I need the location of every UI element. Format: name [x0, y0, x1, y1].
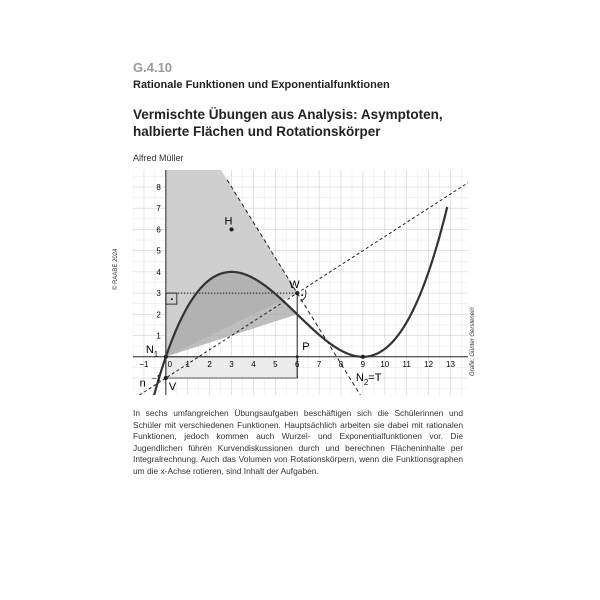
copyright-note: © RAABE 2024: [113, 248, 119, 290]
x-tick-labels: [139, 360, 455, 369]
x-tick-label: 8: [338, 359, 344, 369]
x-tick-label: 5: [273, 359, 278, 369]
description-text: In sechs umfangreichen Übungsaufgaben beschäftigen sich die Schülerinnen und Schüler mit verschiedenen Funktionen. Hauptsächlich arbeiten sie dabei mit rationalen Funktionen, jedoch kommen auch Wurzel- und Exponentialfunktionen vor. Die Jugendlichen führen Kurvendiskussionen durch und berechnen Flächeninhalte per Integralrechnung. Auch das Volumen von Rotationskörpern, wenn die Funktionsgraphen um die x-Achse rotieren, sind Inhalt der Aufgaben.: [133, 408, 463, 476]
y-tick-label: 5: [156, 246, 161, 256]
y-tick-label: 2: [156, 310, 161, 320]
angle-dot-w: [301, 294, 303, 296]
series-title: Rationale Funktionen und Exponentialfunktionen: [133, 79, 390, 91]
label-n1: $N_1$: [145, 343, 159, 359]
label-p: P: [302, 340, 310, 353]
function-graph: [133, 170, 468, 395]
x-tick-label: 1: [185, 359, 190, 369]
x-tick-label: 11: [402, 359, 411, 369]
x-tick-label: 9: [360, 359, 366, 369]
x-tick-label: 6: [294, 359, 300, 369]
y-tick-label: 1: [156, 331, 161, 341]
label-n: n: [139, 377, 146, 390]
x-tick-label: 3: [229, 359, 234, 369]
point-marker: [164, 376, 168, 380]
x-tick-label: 12: [424, 359, 434, 369]
label-n2: $N_2=T$: [355, 371, 382, 387]
point-marker: [295, 291, 299, 295]
y-tick-label: 3: [156, 289, 161, 299]
graphic-credit: Grafik: Günter Gerstenein: [470, 307, 476, 376]
point-marker: [361, 355, 365, 359]
x-tick-label: 13: [446, 359, 455, 369]
y-tick-label: 8: [156, 182, 161, 192]
point-marker: [164, 355, 168, 359]
x-tick-label: 4: [251, 359, 256, 369]
x-tick-label: 2: [207, 359, 212, 369]
x-tick-label: 7: [316, 359, 322, 369]
chapter-code: G.4.10: [133, 60, 173, 75]
x-tick-label: 10: [380, 359, 390, 369]
label-h: H: [224, 215, 233, 228]
x-tick-label: 0: [167, 359, 173, 369]
y-tick-label-neg: −1: [151, 374, 161, 384]
author: Alfred Müller: [133, 153, 184, 163]
page-title: Vermischte Übungen aus Analysis: Asymptoten, halbierte Flächen und Rotationskörper: [133, 107, 443, 139]
label-w: W: [289, 279, 300, 292]
y-tick-label: 6: [156, 225, 161, 235]
label-v: V: [168, 381, 177, 394]
y-tick-label: 4: [156, 267, 161, 277]
point-marker-p: [296, 355, 299, 358]
x-tick-label: −1: [139, 359, 149, 369]
y-tick-label: 7: [156, 204, 161, 214]
point-marker: [229, 227, 233, 231]
right-angle-dot: [171, 298, 173, 300]
